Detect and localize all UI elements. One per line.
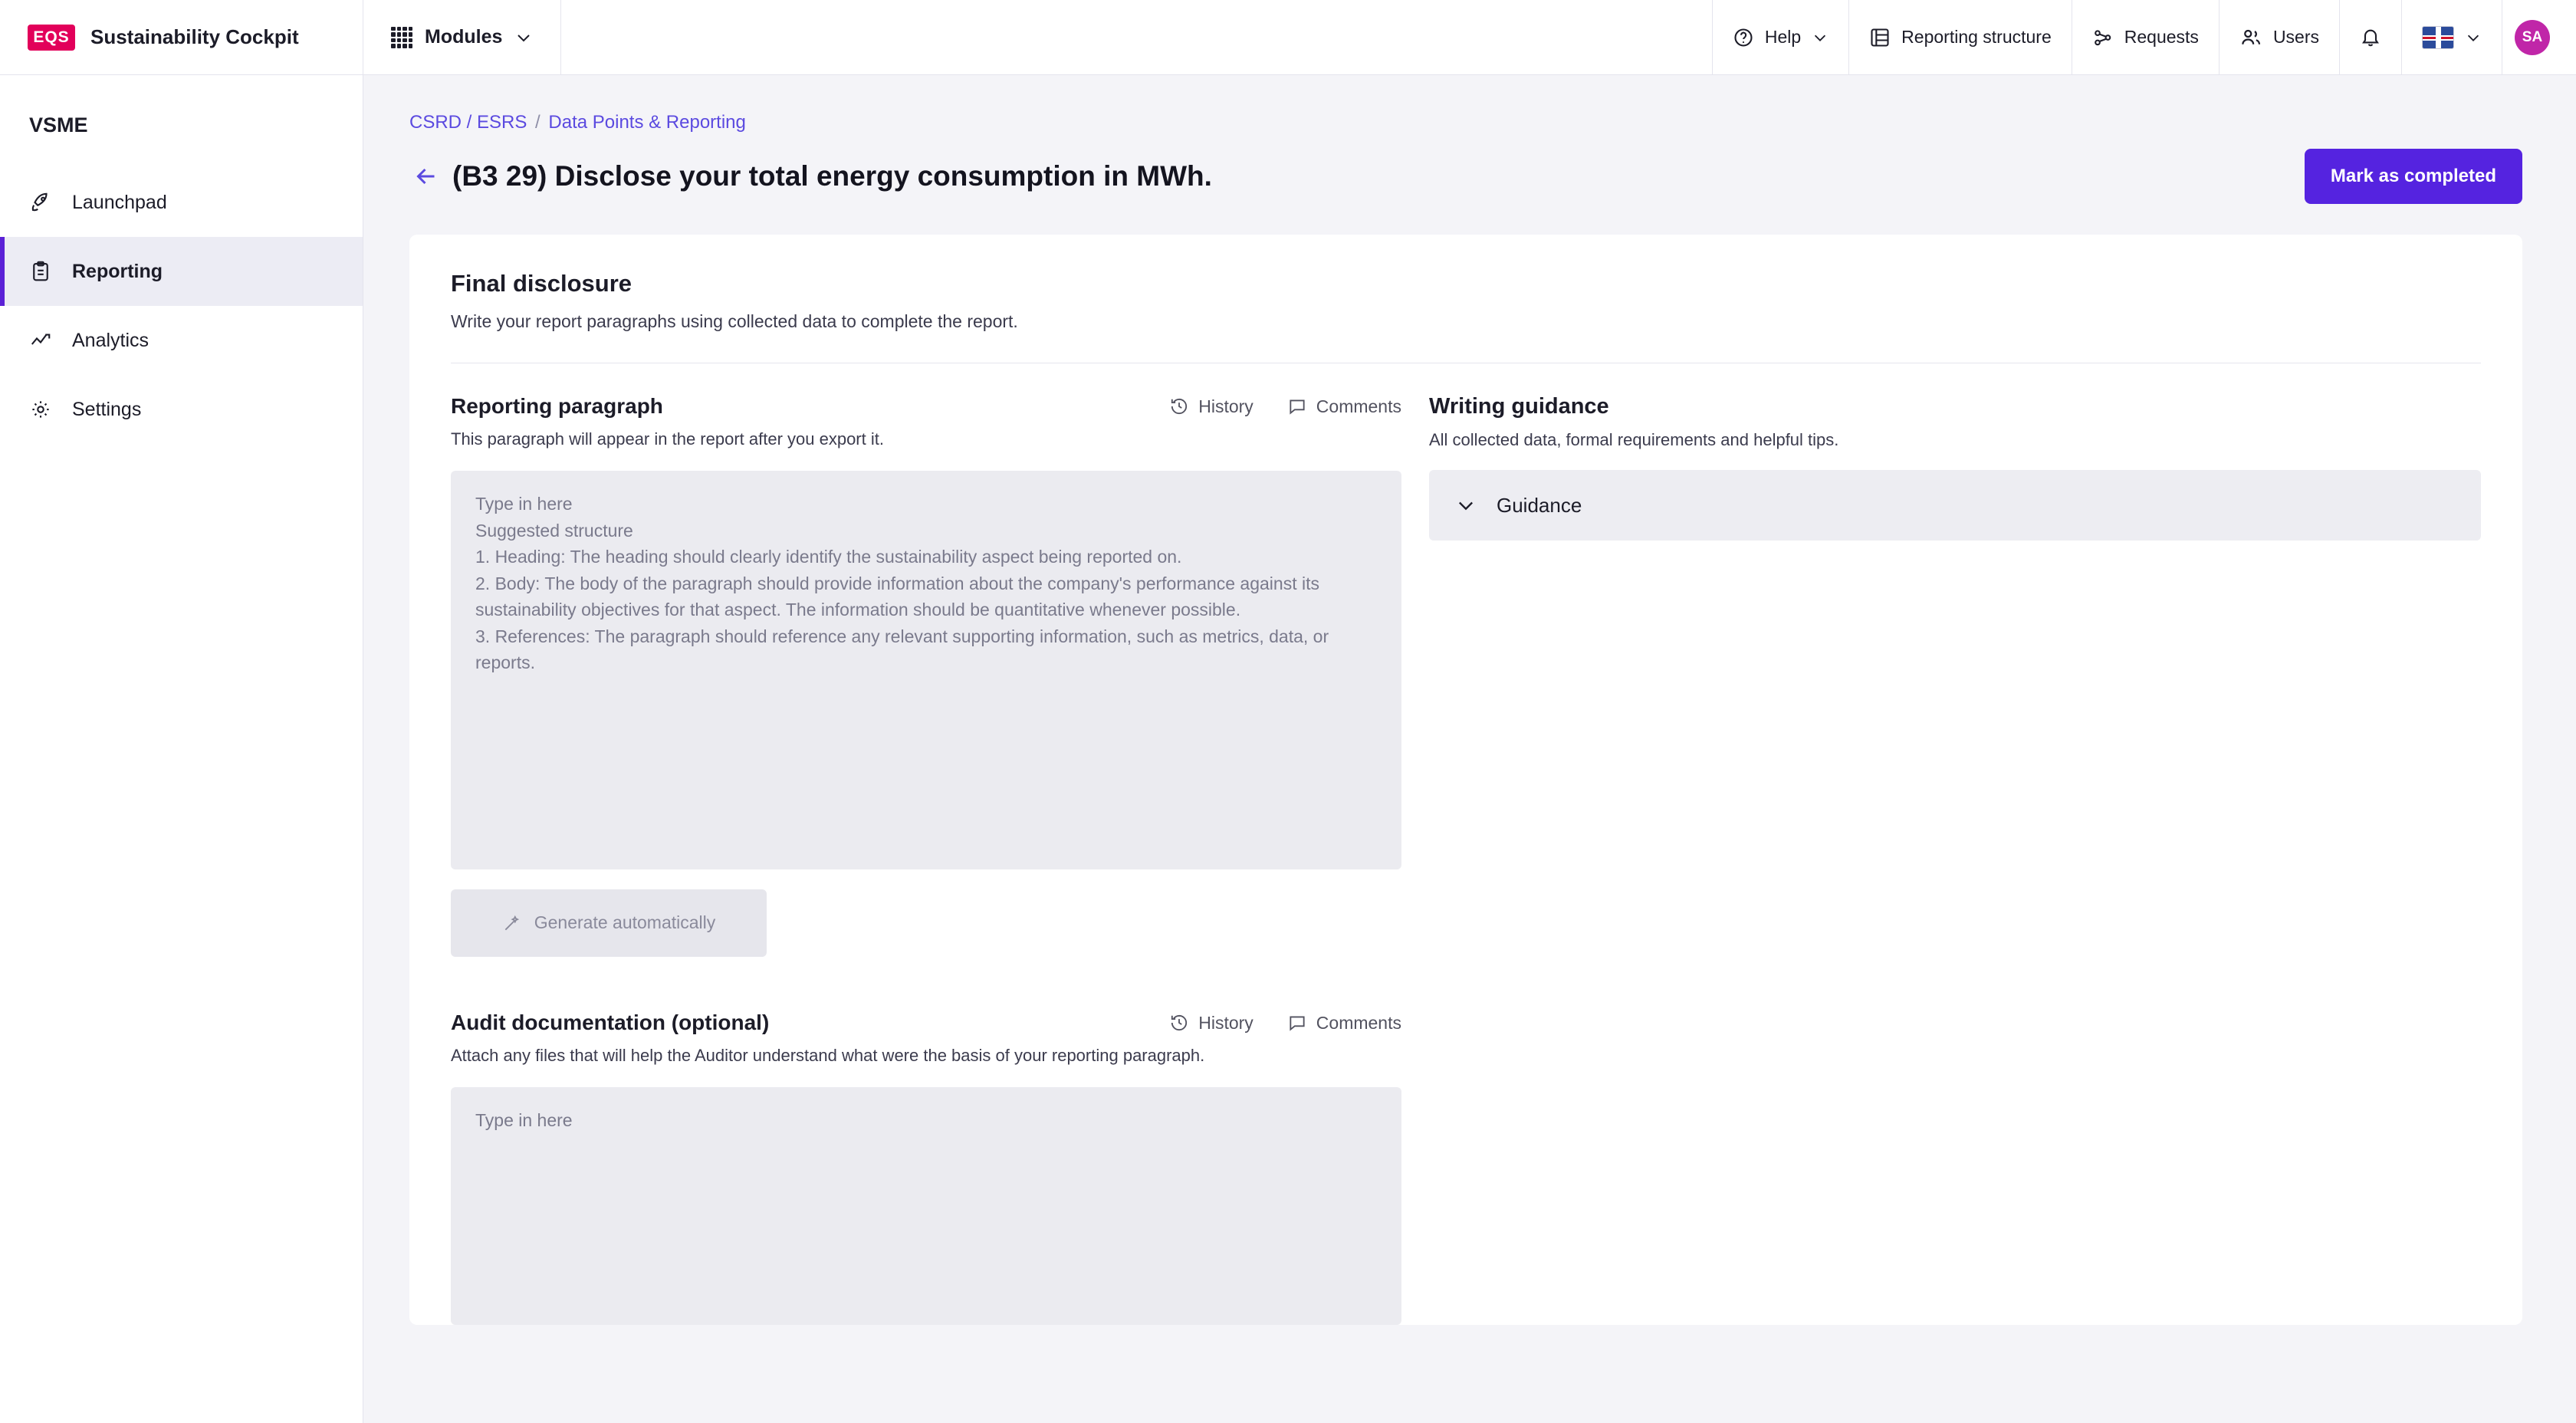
sidebar-item-label: Reporting <box>72 260 163 282</box>
section-title-audit-documentation: Audit documentation (optional) <box>451 1011 770 1034</box>
audit-documentation-input[interactable] <box>451 1087 1401 1325</box>
topnav-item-requests[interactable] <box>2072 0 2219 75</box>
writing-guidance-subtitle: All collected data, formal requirements and helpful tips. <box>1429 430 1839 449</box>
audit-documentation-description: Attach any files that will help the Auditor understand what were the basis of your reporting paragraph. <box>451 1046 1205 1065</box>
magic-wand-icon <box>502 913 522 933</box>
breadcrumb-link-csrd-esrs[interactable]: CSRD / ESRS <box>409 112 527 133</box>
placeholder-line: 2. Body: The body of the paragraph should provide information about the company's performance against its sustainability objectives for that aspect. The information should be quantitative whenever possible. <box>475 573 1319 619</box>
placeholder-line: Type in here <box>475 494 573 514</box>
guidance-accordion[interactable] <box>1429 470 2481 541</box>
body <box>0 75 2576 1423</box>
page-title: (B3 29) Disclose your total energy consumption in MWh. <box>452 160 1212 192</box>
chevron-down-icon <box>1455 495 1477 516</box>
card-columns <box>451 363 2481 1325</box>
final-disclosure-card <box>409 235 2522 1325</box>
history-label: History <box>1198 396 1254 416</box>
left-column <box>451 394 1401 1325</box>
bell-icon <box>2360 27 2381 48</box>
history-label: History <box>1198 1012 1254 1033</box>
writing-guidance-title: Writing guidance <box>1429 394 1609 419</box>
history-icon <box>1169 1013 1189 1033</box>
chevron-down-icon <box>514 28 533 47</box>
generate-automatically-button[interactable] <box>451 889 767 957</box>
right-column <box>1429 394 2481 1325</box>
help-circle-icon <box>1733 27 1754 48</box>
chevron-down-icon <box>2465 29 2482 46</box>
topnav-item-help[interactable] <box>1713 0 1848 75</box>
eqs-logo-icon: EQS <box>28 25 75 51</box>
history-button[interactable] <box>1169 396 1254 417</box>
comments-button[interactable] <box>1287 1013 1401 1034</box>
breadcrumb-separator: / <box>535 112 540 133</box>
sidebar-item-settings[interactable] <box>0 375 363 444</box>
mark-as-completed-button[interactable]: Mark as completed <box>2305 149 2522 204</box>
guidance-accordion-label: Guidance <box>1497 493 1582 517</box>
sidebar-title: VSME <box>29 113 88 136</box>
sidebar <box>0 75 363 1423</box>
topnav-label-users: Users <box>2272 27 2319 47</box>
sidebar-item-analytics[interactable] <box>0 306 363 375</box>
generate-automatically-label: Generate automatically <box>534 912 716 933</box>
history-button[interactable] <box>1169 1013 1254 1034</box>
spacer <box>451 957 1401 1011</box>
comments-icon <box>1287 396 1307 416</box>
topnav-label-help: Help <box>1764 27 1802 47</box>
comments-label: Comments <box>1316 1012 1401 1033</box>
language-selector[interactable] <box>2402 0 2502 75</box>
sidebar-item-launchpad[interactable] <box>0 168 363 237</box>
topnav-item-users[interactable] <box>2220 0 2339 75</box>
notifications-button[interactable] <box>2340 0 2401 75</box>
title-row <box>409 149 2522 204</box>
modules-menu[interactable] <box>363 0 561 75</box>
sidebar-item-reporting[interactable] <box>0 237 363 306</box>
placeholder-line: 1. Heading: The heading should clearly identify the sustainability aspect being reported on. <box>475 547 1182 567</box>
topnav-label-reporting-structure: Reporting structure <box>1901 27 2052 47</box>
gear-icon <box>29 398 52 421</box>
placeholder-line: Type in here <box>475 1110 573 1130</box>
reporting-paragraph-header <box>451 394 1401 419</box>
app-title: Sustainability Cockpit <box>90 25 299 48</box>
section-title-reporting-paragraph: Reporting paragraph <box>451 394 663 418</box>
avatar[interactable]: SA <box>2515 20 2550 55</box>
top-nav <box>1712 0 2576 75</box>
top-bar <box>0 0 2576 75</box>
comments-label: Comments <box>1316 396 1401 416</box>
placeholder-line: 3. References: The paragraph should reference any relevant supporting information, such as metrics, data, or reports. <box>475 626 1329 672</box>
card-subtitle: Write your report paragraphs using collected data to complete the report. <box>451 311 2481 363</box>
requests-icon <box>2092 27 2114 48</box>
card-title: Final disclosure <box>451 270 632 297</box>
breadcrumb <box>409 112 2522 133</box>
rocket-icon <box>29 191 52 214</box>
brand[interactable] <box>0 0 363 75</box>
topnav-item-reporting-structure[interactable] <box>1849 0 2072 75</box>
grid-icon <box>391 27 412 48</box>
sidebar-item-label: Analytics <box>72 329 150 351</box>
comments-icon <box>1287 1013 1307 1033</box>
main-content <box>363 75 2576 1423</box>
reporting-paragraph-input[interactable] <box>451 471 1401 869</box>
audit-documentation-header <box>451 1011 1401 1035</box>
flag-uk-icon <box>2422 26 2454 49</box>
sidebar-item-label: Settings <box>72 398 142 420</box>
users-icon <box>2239 26 2262 49</box>
structure-icon <box>1869 27 1891 48</box>
modules-label: Modules <box>425 26 503 48</box>
sidebar-item-label: Launchpad <box>72 191 167 213</box>
comments-button[interactable] <box>1287 396 1401 417</box>
arrow-left-icon <box>412 163 440 190</box>
back-button[interactable] <box>409 159 443 193</box>
placeholder-line: Suggested structure <box>475 520 633 541</box>
topnav-label-requests: Requests <box>2124 27 2199 47</box>
history-icon <box>1169 396 1189 416</box>
chevron-down-icon <box>1812 29 1829 46</box>
chart-line-icon <box>29 329 52 352</box>
clipboard-icon <box>29 260 52 283</box>
breadcrumb-link-data-points[interactable]: Data Points & Reporting <box>548 112 746 133</box>
reporting-paragraph-description: This paragraph will appear in the report after you export it. <box>451 429 884 449</box>
